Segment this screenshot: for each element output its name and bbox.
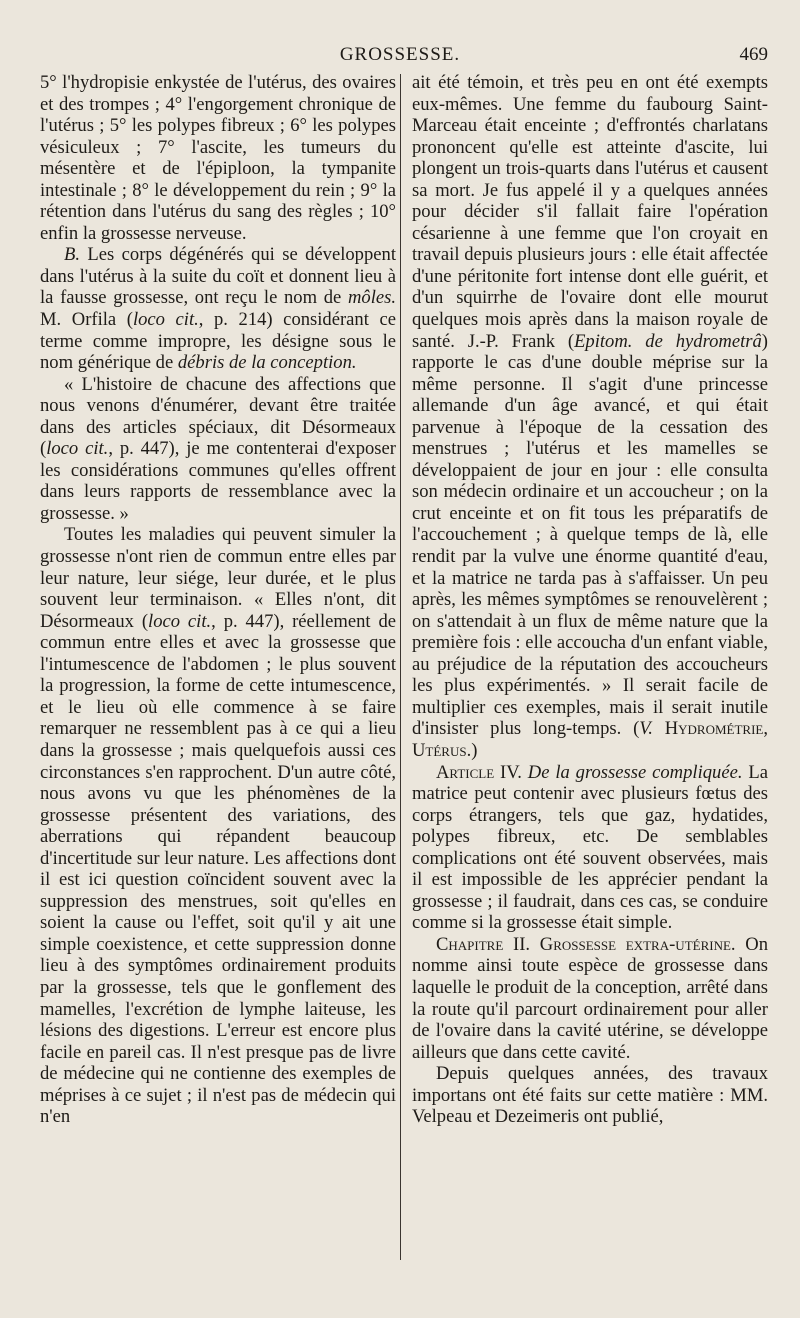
left-column <box>40 72 396 1128</box>
chapter-paragraph: Chapitre II. Grossesse extra-utérine. On nomme ainsi toute espèce de grossesse dans laquelle le produit de la conception, arrêté dans la route qu'il parcourt ordinairement pour aller de l'ovaire dans la cavité utérine, se développe ailleurs que dans cette cavité. <box>412 933 769 1063</box>
paragraph: B. Les corps dégénérés qui se développent dans l'utérus à la suite du coït et donnent lieu à la fausse grossesse, ont reçu le nom de môles. M. Orfila (loco cit., p. 214) considérant ce terme comme impropre, les désigne sous le nom générique de débris de la conception. <box>40 244 396 374</box>
column-divider <box>400 74 401 1260</box>
article-paragraph: Article IV. De la grossesse compliquée. La matrice peut contenir avec plusieurs fœtus des corps étrangers, tels que gaz, hydatides, polypes fibreux, etc. De semblables complications ont été souvent observées, mais il est impossible de les apprécier pendant la grossesse ; il faudrait, dans ces cas, se conduire comme si la grossesse était simple. <box>412 761 768 934</box>
page-number: 469 <box>739 44 768 65</box>
article-title: De la grossesse compliquée. <box>521 761 743 783</box>
right-column <box>412 72 768 1128</box>
paragraph: ait été témoin, et très peu en ont été exempts eux-mêmes. Une femme du faubourg Saint-Marceau était enceinte ; d'effrontés charlatans prononcent qu'elle est atteinte d'ascite, lui plongent un trois-quarts dans l'utérus et causent sa mort. Je fus appelé il y a quelques années pour décider s'il fallait faire l'opération césarienne à une femme que l'on croyait en travail depuis plusieurs jours : elle était affectée d'une péritonite fort intense dont elle guérit, et d'un squirrhe de l'ovaire dont elle mourut quelques mois après dans la maison royale de santé. J.-P. Frank (Epitom. de hydrometrâ) rapporte le cas d'une double méprise sur la même personne. Il s'agit d'une princesse allemande d'un âge avancé, et qui était parvenue à l'époque de la cessation des menstrues ; l'utérus et les mamelles se développaient de jour en jour : elle consulta son médecin ordinaire et un accoucheur ; on la crut enceinte et on fit tous les préparatifs de l'accouchement ; à quelque temps de là, elle rendit par la vulve une énorme quantité d'eau, et la matrice ne tarda pas à s'affaisser. Un peu après, les mêmes symptômes se renouvelèrent ; on s'attendait à un flux de même nature que la première fois : elle accoucha d'un enfant viable, au préjudice de la réputation des accoucheurs les plus expérimentés. » Il serait facile de multiplier ces exemples, mais il serait inutile d'insister plus long-temps. (V. Hydrométrie, Utérus.) <box>412 72 768 761</box>
chapter-heading: Chapitre II. Grossesse extra-utérine. <box>436 933 736 955</box>
paragraph: Depuis quelques années, des travaux importans ont été faits sur cette matière : MM. Velpeau et Dezeimeris ont publié, <box>412 1063 768 1128</box>
label-b: B. <box>64 244 81 266</box>
running-title: GROSSESSE. <box>339 44 461 65</box>
running-head <box>0 40 800 70</box>
quotation-paragraph: « L'histoire de chacune des affections que nous venons d'énumérer, devant être traitée dans des articles spéciaux, dit Désormeaux (loco cit., p. 447), je me contenterai d'exposer les considérations communes qu'elles offrent dans leurs rapports de ressemblance avec la grossesse. » <box>40 373 396 524</box>
paragraph: 5° l'hydropisie enkystée de l'utérus, des ovaires et des trompes ; 4° l'engorgement chronique de l'utérus ; 5° les polypes fibreux ; 6° les polypes vésiculeux ; 7° l'ascite, les tumeurs du mésentère et de l'épiploon, la tympanite intestinale ; 8° le développement du rein ; 9° la rétention dans l'utérus du sang des règles ; 10° enfin la grossesse nerveuse. <box>40 72 396 244</box>
cross-reference: Hydrométrie, Utérus. <box>412 718 768 761</box>
article-heading: Article IV. <box>436 761 522 783</box>
paragraph: Toutes les maladies qui peuvent simuler la grossesse n'ont rien de commun entre elles par leur nature, leur siége, leur durée, et le plus souvent leur terminaison. « Elles n'ont, dit Désormeaux (loco cit., p. 447), réellement de commun entre elles et avec la grossesse que l'intumescence de l'abdomen ; le plus souvent la progression, la forme de cette intumescence, et le lieu où elle commence à se faire remarquer ne ressemblent pas à ce qui a lieu dans la grossesse ; mais quelquefois aussi ces circonstances s'en rapprochent. D'un autre côté, nous avons vu que les phénomènes de la grossesse présentent des variations, des aberrations qui répandent beaucoup d'incertitude sur leur nature. Les affections dont il est ici question coïncident souvent avec la suppression des menstrues, soit qu'elles en soient la cause ou l'effet, soit qu'il y ait une simple coexistence, et cette suppression donne lieu à des symptômes ordinairement produits par la grossesse, tels que le gonflement des mamelles, l'excrétion de lymphe laiteuse, les lésions des digestions. L'erreur est encore plus facile en pareil cas. Il n'est presque pas de livre de médecine qui ne contienne des exemples de méprises à ce sujet ; il n'est pas de médecin qui n'en <box>40 524 396 1128</box>
